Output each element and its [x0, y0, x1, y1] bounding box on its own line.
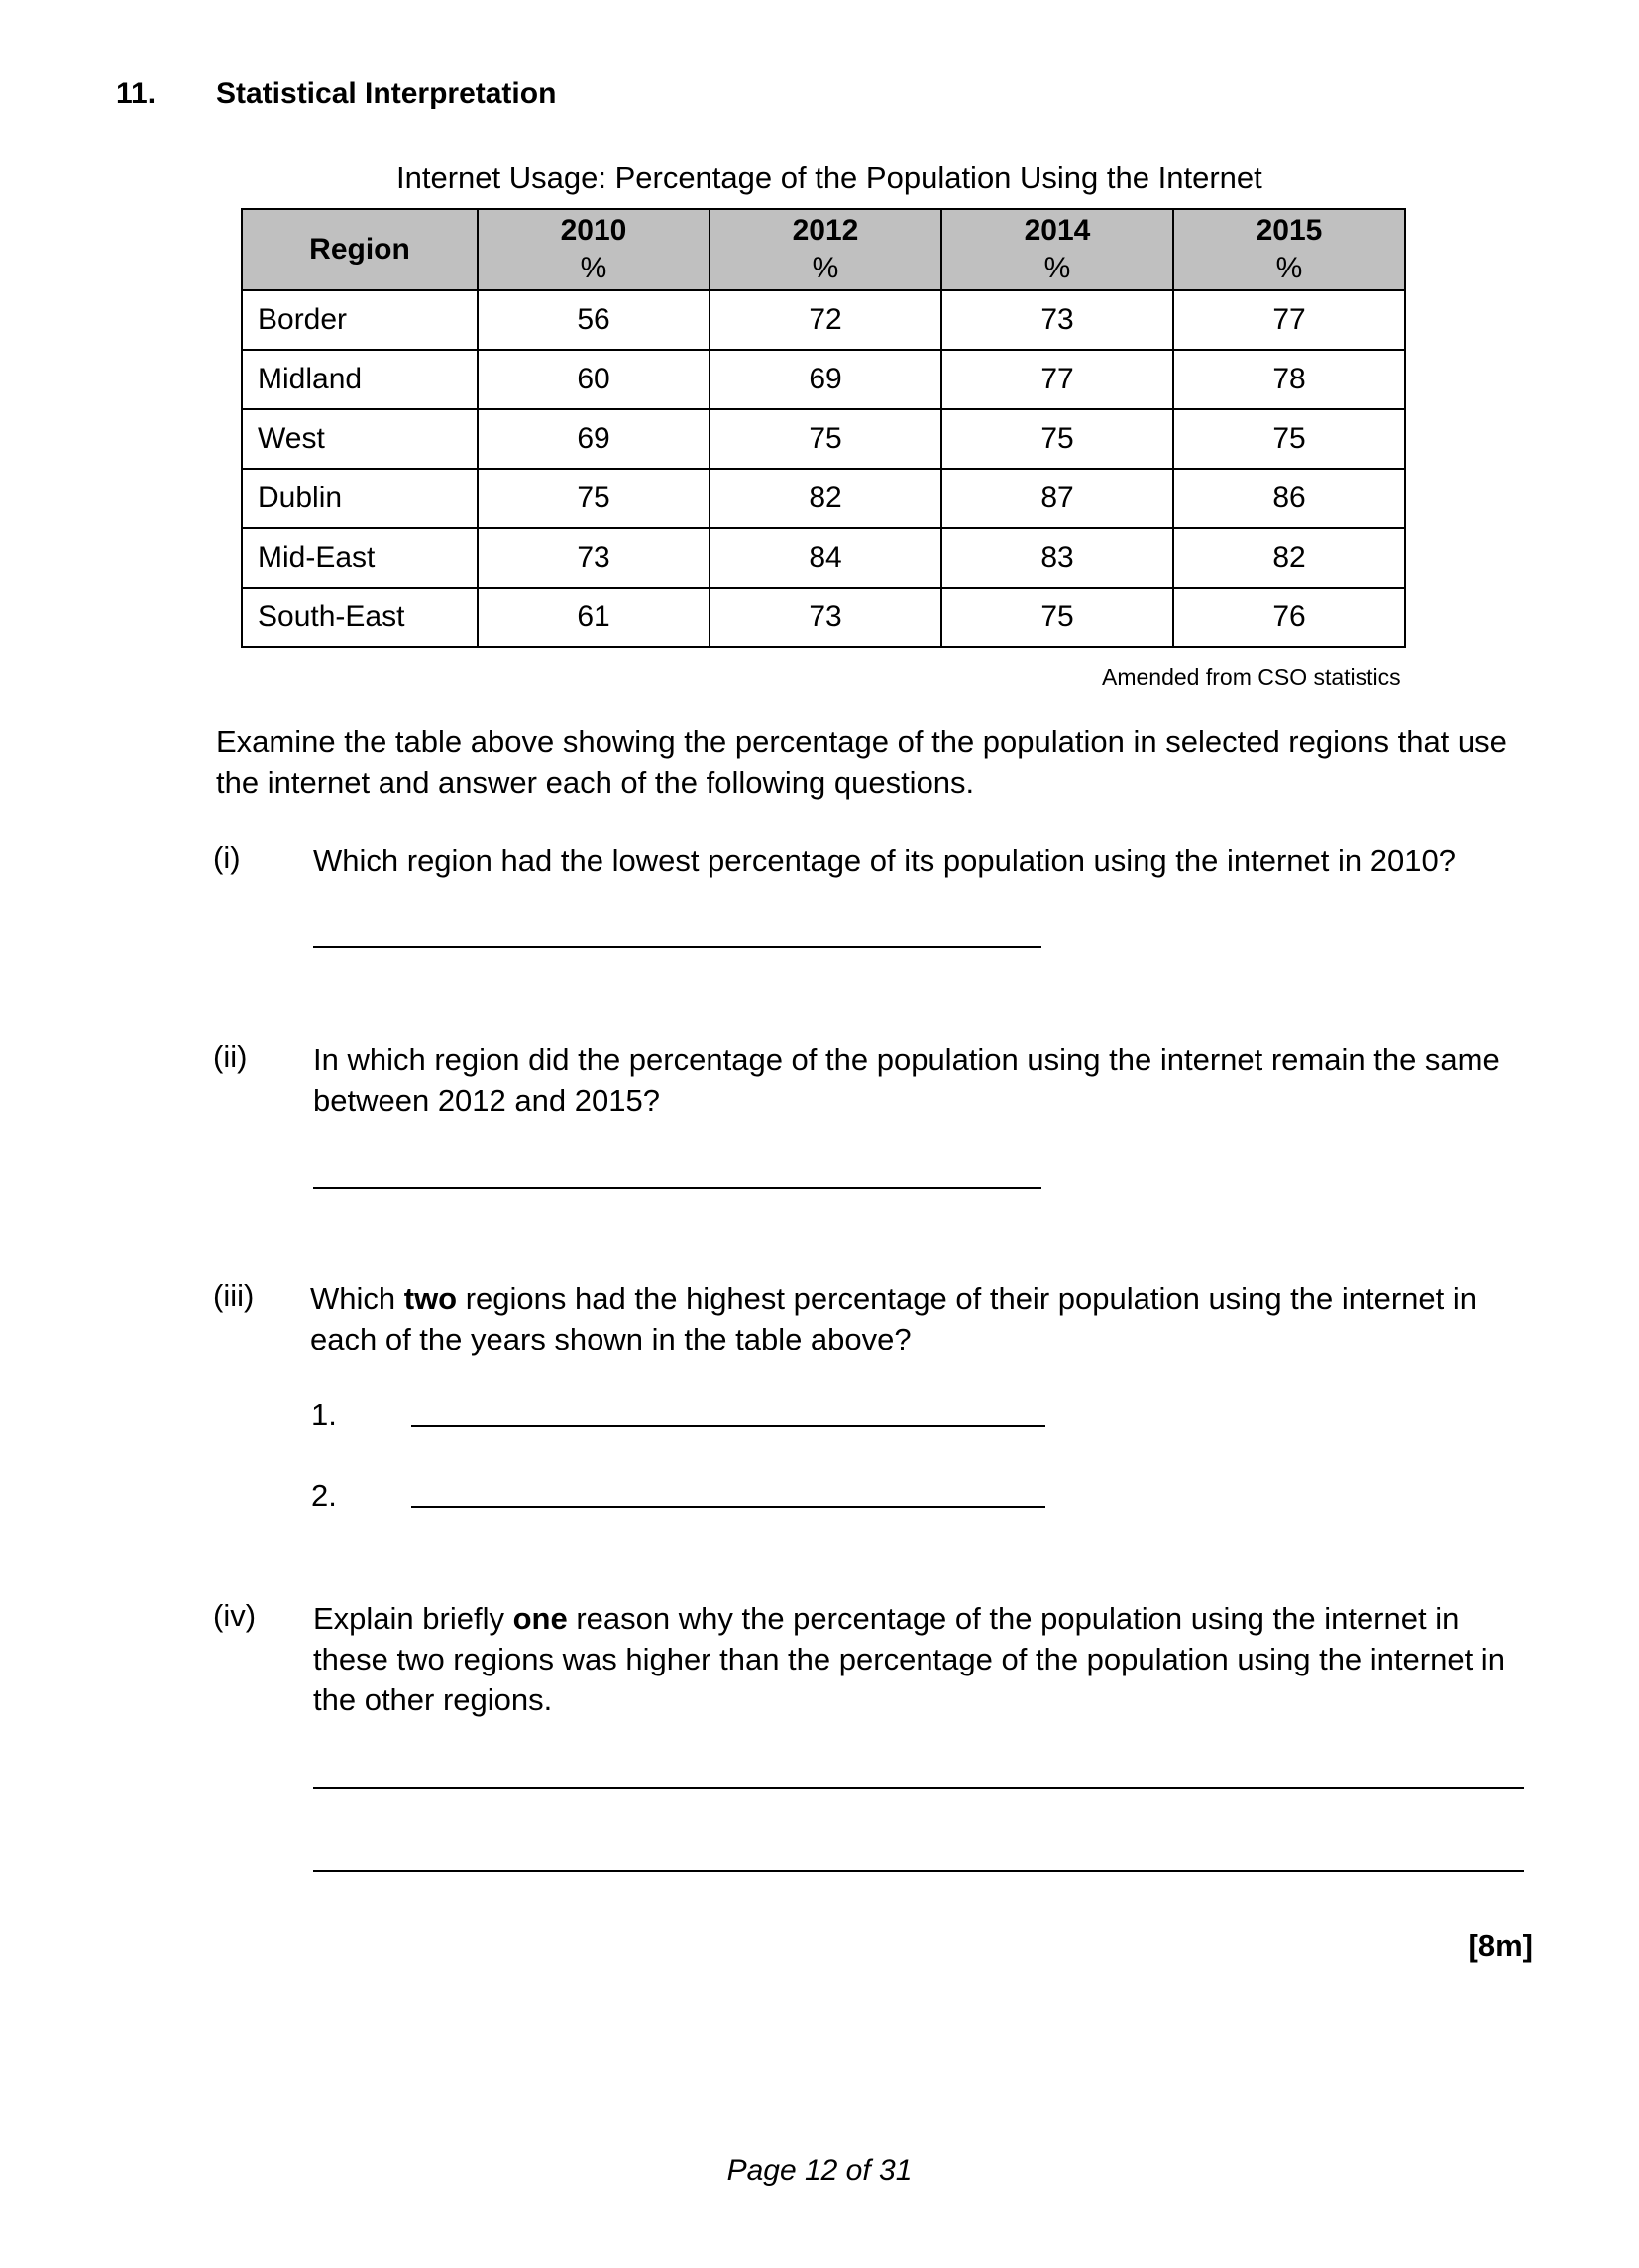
- marks-label: [8m]: [1468, 1928, 1533, 1963]
- table-cell: 83: [941, 528, 1173, 588]
- table-cell: 56: [478, 290, 710, 350]
- region-name: South-East: [242, 588, 478, 647]
- year-label: 2010: [560, 214, 627, 247]
- table-cell: 73: [941, 290, 1173, 350]
- part-iv-label: (iv): [213, 1598, 257, 1633]
- table-cell: 60: [478, 350, 710, 409]
- part-iii-emphasis: two: [403, 1281, 458, 1316]
- part-iii-answer-line-1[interactable]: [411, 1425, 1045, 1427]
- table-cell: 86: [1173, 469, 1405, 528]
- year-header: [478, 209, 710, 290]
- table-cell: 75: [710, 409, 941, 469]
- part-iii-text-b: regions had the highest percentage of their population using the internet in each of the years shown in the table above?: [310, 1281, 1477, 1356]
- part-iii-item-1-label: 1.: [311, 1397, 337, 1432]
- question-number: 11.: [116, 77, 157, 110]
- unit-label: %: [1043, 252, 1071, 284]
- table-cell: 77: [1173, 290, 1405, 350]
- table-row: [242, 528, 1405, 588]
- table-cell: 77: [941, 350, 1173, 409]
- part-iv-text-b: reason why the percentage of the population using the internet in these two regions was higher than the percentage of the population using the internet in the other regions.: [313, 1601, 1505, 1717]
- region-name: Border: [242, 290, 478, 350]
- region-name: Dublin: [242, 469, 478, 528]
- region-name: Midland: [242, 350, 478, 409]
- table-cell: 75: [1173, 409, 1405, 469]
- table-source: Amended from CSO statistics: [1102, 664, 1401, 690]
- table-cell: 75: [941, 409, 1173, 469]
- table-cell: 61: [478, 588, 710, 647]
- part-iv-text-a: Explain briefly: [313, 1601, 513, 1636]
- part-ii-label: (ii): [213, 1039, 248, 1074]
- unit-label: %: [580, 252, 607, 284]
- table-row: [242, 290, 1405, 350]
- year-label: 2012: [792, 214, 859, 247]
- table-cell: 72: [710, 290, 941, 350]
- table-header-row: [242, 209, 1405, 290]
- part-iv-answer-line-2[interactable]: [313, 1870, 1524, 1872]
- table-row: [242, 409, 1405, 469]
- table-cell: 75: [941, 588, 1173, 647]
- table-cell: 82: [1173, 528, 1405, 588]
- table-row: [242, 350, 1405, 409]
- year-header: [941, 209, 1173, 290]
- table-cell: 87: [941, 469, 1173, 528]
- intro-paragraph: Examine the table above showing the percentage of the population in selected regions that use the internet and answer each of the following questions.: [216, 724, 1507, 800]
- table-cell: 76: [1173, 588, 1405, 647]
- table-row: [242, 588, 1405, 647]
- region-name: Mid-East: [242, 528, 478, 588]
- unit-label: %: [1275, 252, 1303, 284]
- year-header: [710, 209, 941, 290]
- part-ii-question: In which region did the percentage of the population using the internet remain the same between 2012 and 2015?: [313, 1042, 1500, 1118]
- internet-usage-table: [241, 208, 1406, 648]
- part-iii-answer-line-2[interactable]: [411, 1506, 1045, 1508]
- year-label: 2014: [1024, 214, 1091, 247]
- table-row: [242, 469, 1405, 528]
- region-name: West: [242, 409, 478, 469]
- unit-label: %: [812, 252, 839, 284]
- table-cell: 84: [710, 528, 941, 588]
- table-cell: 78: [1173, 350, 1405, 409]
- part-iii-item-2-label: 2.: [311, 1478, 337, 1513]
- table-caption: Internet Usage: Percentage of the Population Using the Internet: [396, 161, 1262, 195]
- part-iii-question: [310, 1278, 1539, 1359]
- table-cell: 69: [710, 350, 941, 409]
- year-label: 2015: [1256, 214, 1323, 247]
- part-iii-label: (iii): [213, 1278, 255, 1313]
- table-cell: 73: [478, 528, 710, 588]
- part-ii-answer-line[interactable]: [313, 1187, 1041, 1189]
- table-cell: 82: [710, 469, 941, 528]
- part-iv-question: [313, 1598, 1542, 1720]
- year-header: [1173, 209, 1405, 290]
- part-iv-emphasis: one: [512, 1601, 568, 1636]
- question-title: Statistical Interpretation: [216, 77, 557, 110]
- part-iii-text-a: Which: [310, 1281, 404, 1316]
- part-i-answer-line[interactable]: [313, 946, 1041, 948]
- table-cell: 75: [478, 469, 710, 528]
- part-iv-answer-line-1[interactable]: [313, 1787, 1524, 1789]
- page-number: Page 12 of 31: [726, 2154, 913, 2187]
- part-i-label: (i): [213, 840, 241, 875]
- region-header: Region: [242, 209, 478, 290]
- table-cell: 69: [478, 409, 710, 469]
- table-cell: 73: [710, 588, 941, 647]
- part-i-question: Which region had the lowest percentage of its population using the internet in 2010?: [313, 843, 1456, 878]
